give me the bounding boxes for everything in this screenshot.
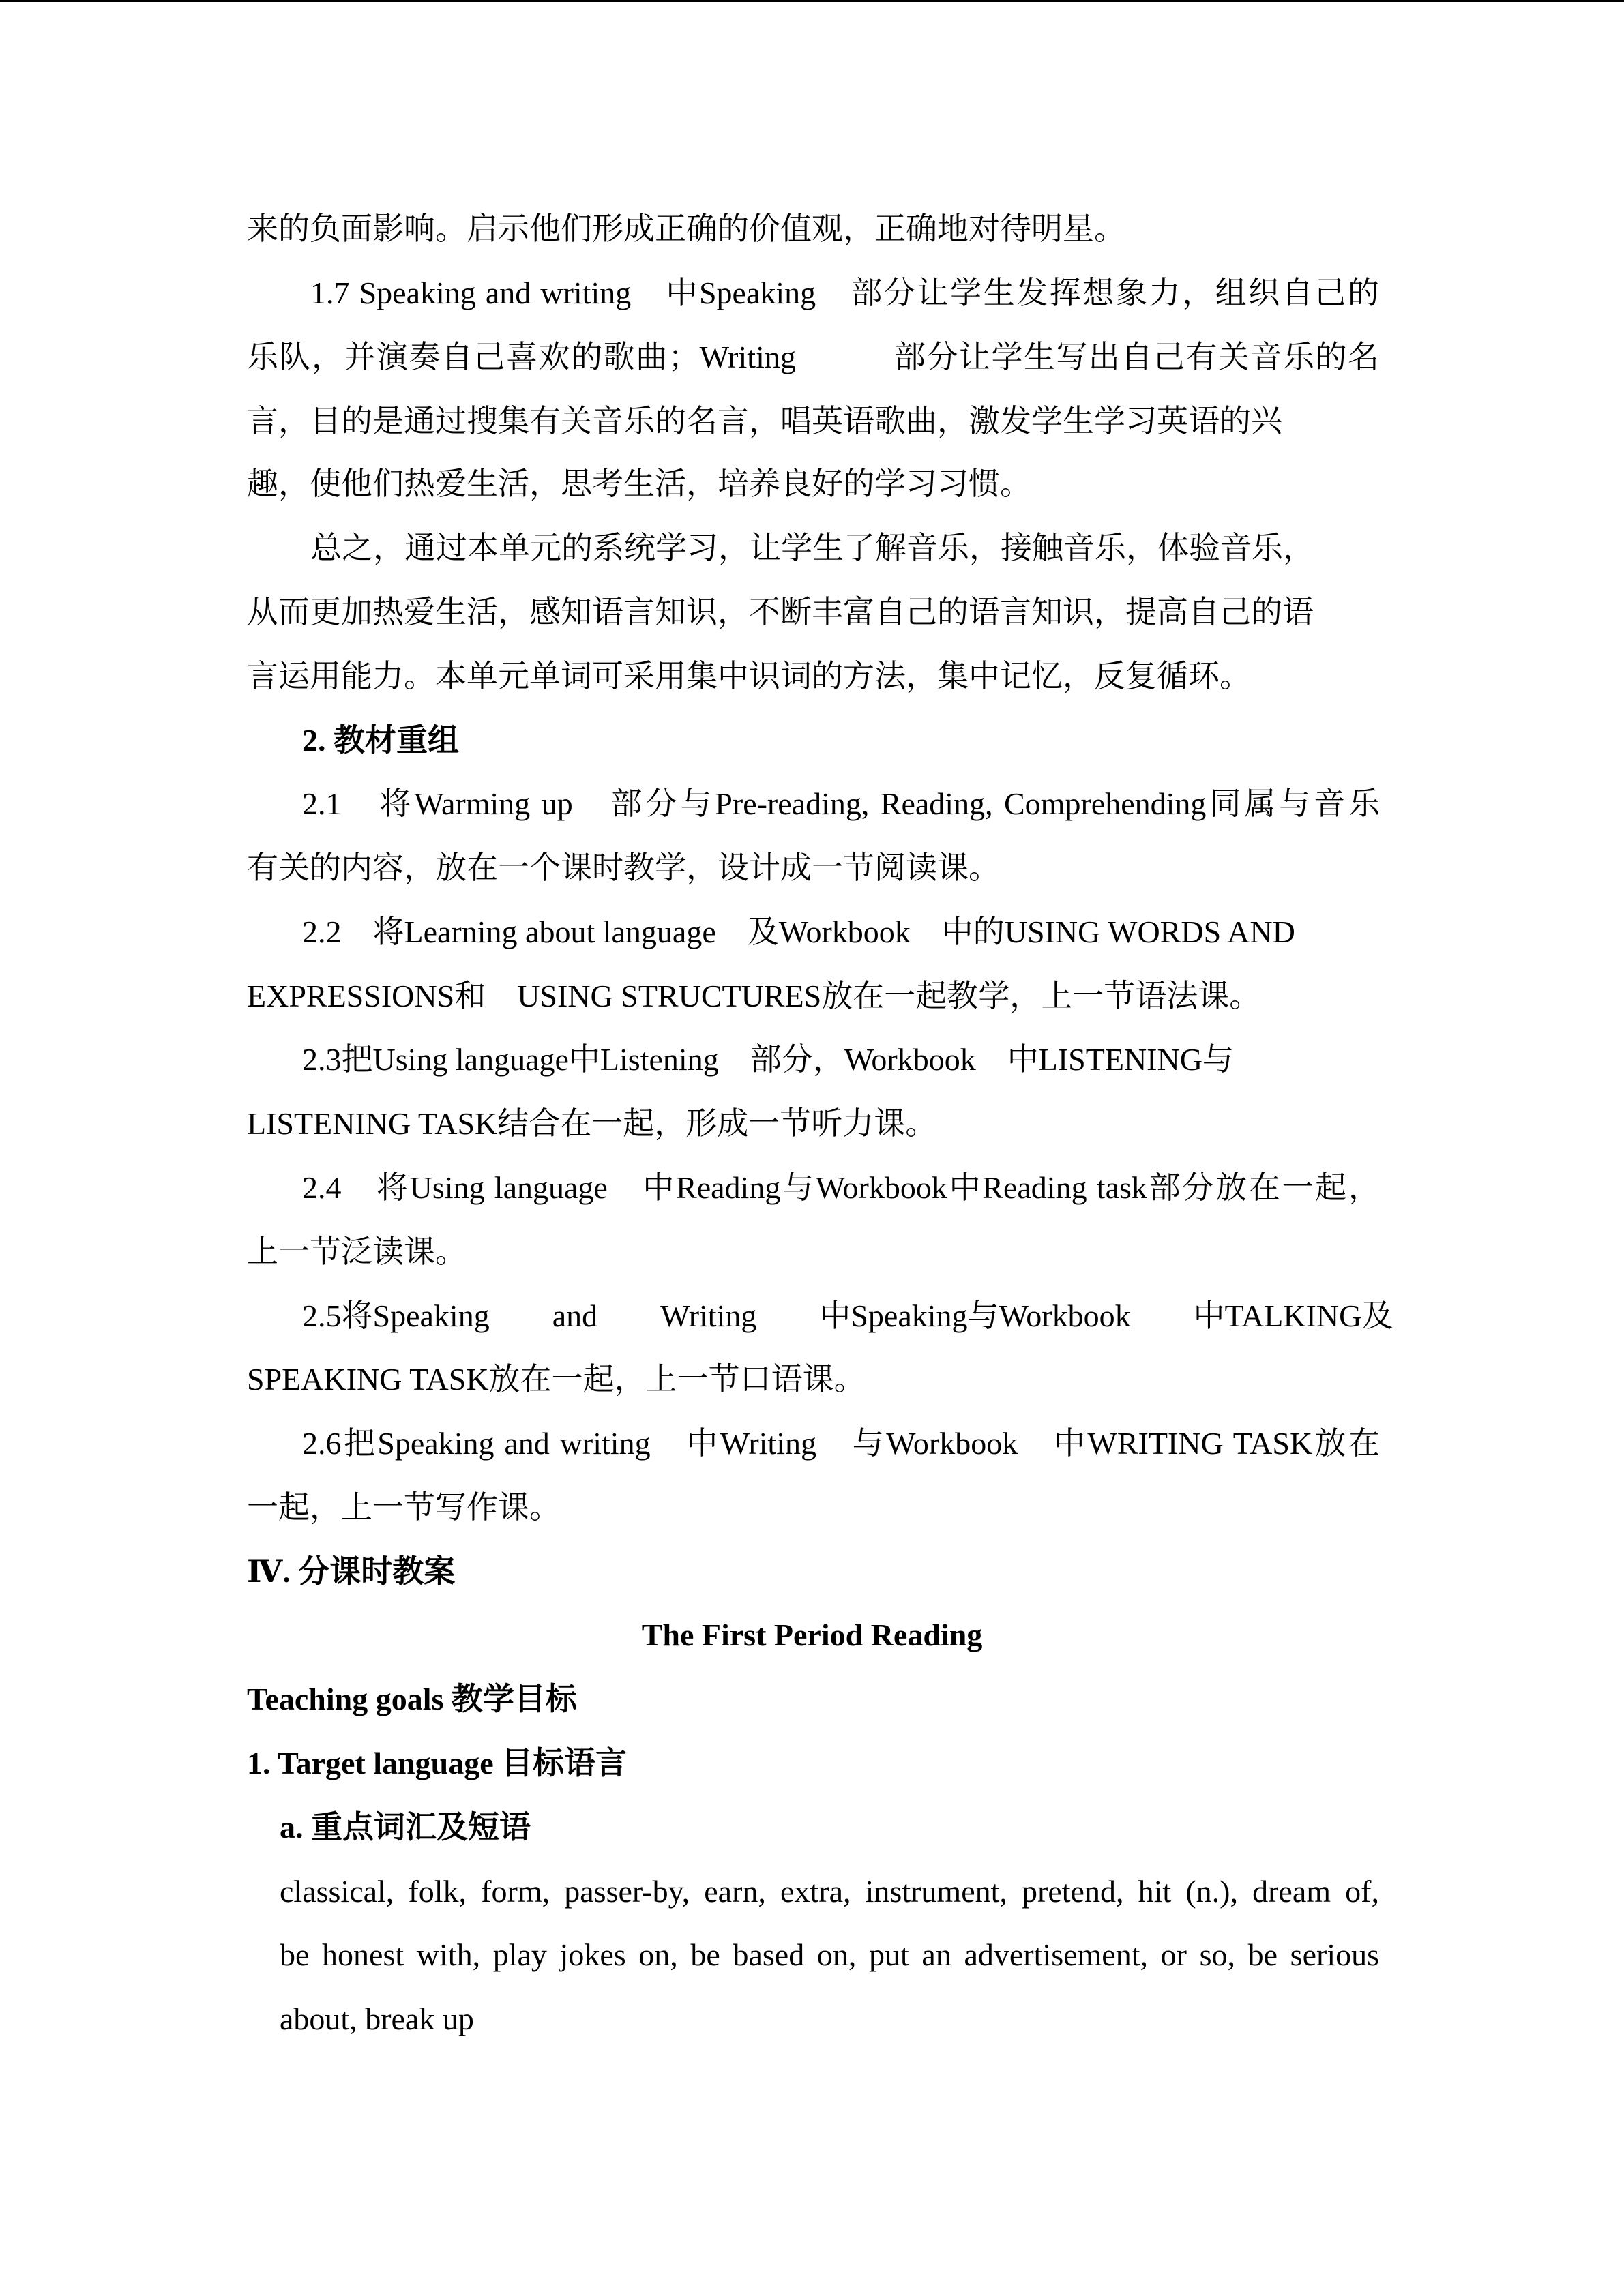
subsection-heading: 1. Target language 目标语言 [247, 1746, 628, 1780]
text-line: 上一节泛读课。 [247, 1234, 467, 1269]
text-line: EXPRESSIONS和 USING STRUCTURES放在一起教学，上一节语法课。 [247, 979, 1261, 1013]
text-line: 有关的内容，放在一个课时教学，设计成一节阅读课。 [247, 850, 1000, 885]
text-line: 2.3把Using language中Listening 部分，Workbook 中LISTENING与 [302, 1042, 1234, 1077]
section-heading: 2. 教材重组 [302, 723, 459, 758]
text-line: 来的负面影响。启示他们形成正确的价值观，正确地对待明星。 [247, 211, 1125, 246]
period-title: The First Period Reading [641, 1617, 983, 1652]
vocab-line: about, break up [280, 2001, 474, 2036]
text-line: 乐队，并演奏自己喜欢的歌曲；Writing 部分让学生写出自己有关音乐的名 [247, 340, 1379, 374]
vocab-line: classical, folk, form, passer-by, earn, extra, instrument, pretend, hit (n.), dream of, [280, 1874, 1379, 1909]
text-line: 言运用能力。本单元单词可采用集中识词的方法，集中记忆，反复循环。 [247, 659, 1251, 694]
text-line: 总之，通过本单元的系统学习，让学生了解音乐，接触音乐，体验音乐， [310, 531, 1314, 565]
text-line: 从而更加热爱生活，感知语言知识，不断丰富自己的语言知识，提高自己的语 [247, 595, 1314, 629]
page-top-rule [0, 0, 1624, 2]
text-line: 2.5将Speaking and Writing 中Speaking与Workbook 中TALKING及 [302, 1298, 1393, 1333]
text-line: 1.7 Speaking and writing 中Speaking 部分让学生发挥想象力，组织自己的 [310, 275, 1379, 310]
text-line: 一起，上一节写作课。 [247, 1490, 561, 1525]
text-line: 2.2 将Learning about language 及Workbook 中的USING WORDS AND [302, 914, 1295, 949]
text-line: LISTENING TASK结合在一起，形成一节听力课。 [247, 1106, 937, 1141]
vocab-line: be honest with, play jokes on, be based on, put an advertisement, or so, be serious [280, 1937, 1379, 1972]
subsection-heading: Teaching goals 教学目标 [247, 1682, 577, 1716]
subsection-heading: a. 重点词汇及短语 [280, 1810, 531, 1845]
text-line: 2.1 将Warming up 部分与Pre-reading, Reading, Comprehending同属与音乐 [302, 786, 1380, 821]
text-line: 言，目的是通过搜集有关音乐的名言，唱英语歌曲，激发学生学习英语的兴 [247, 404, 1282, 438]
text-line: 趣，使他们热爱生活，思考生活，培养良好的学习习惯。 [247, 466, 1031, 501]
section-heading: Ⅳ. 分课时教案 [247, 1554, 456, 1589]
text-line: SPEAKING TASK放在一起，上一节口语课。 [247, 1362, 866, 1397]
text-line: 2.4 将Using language 中Reading与Workbook中Reading task部分放在一起， [302, 1170, 1380, 1205]
text-line: 2.6把Speaking and writing 中Writing 与Workbook 中WRITING TASK放在 [302, 1426, 1380, 1461]
